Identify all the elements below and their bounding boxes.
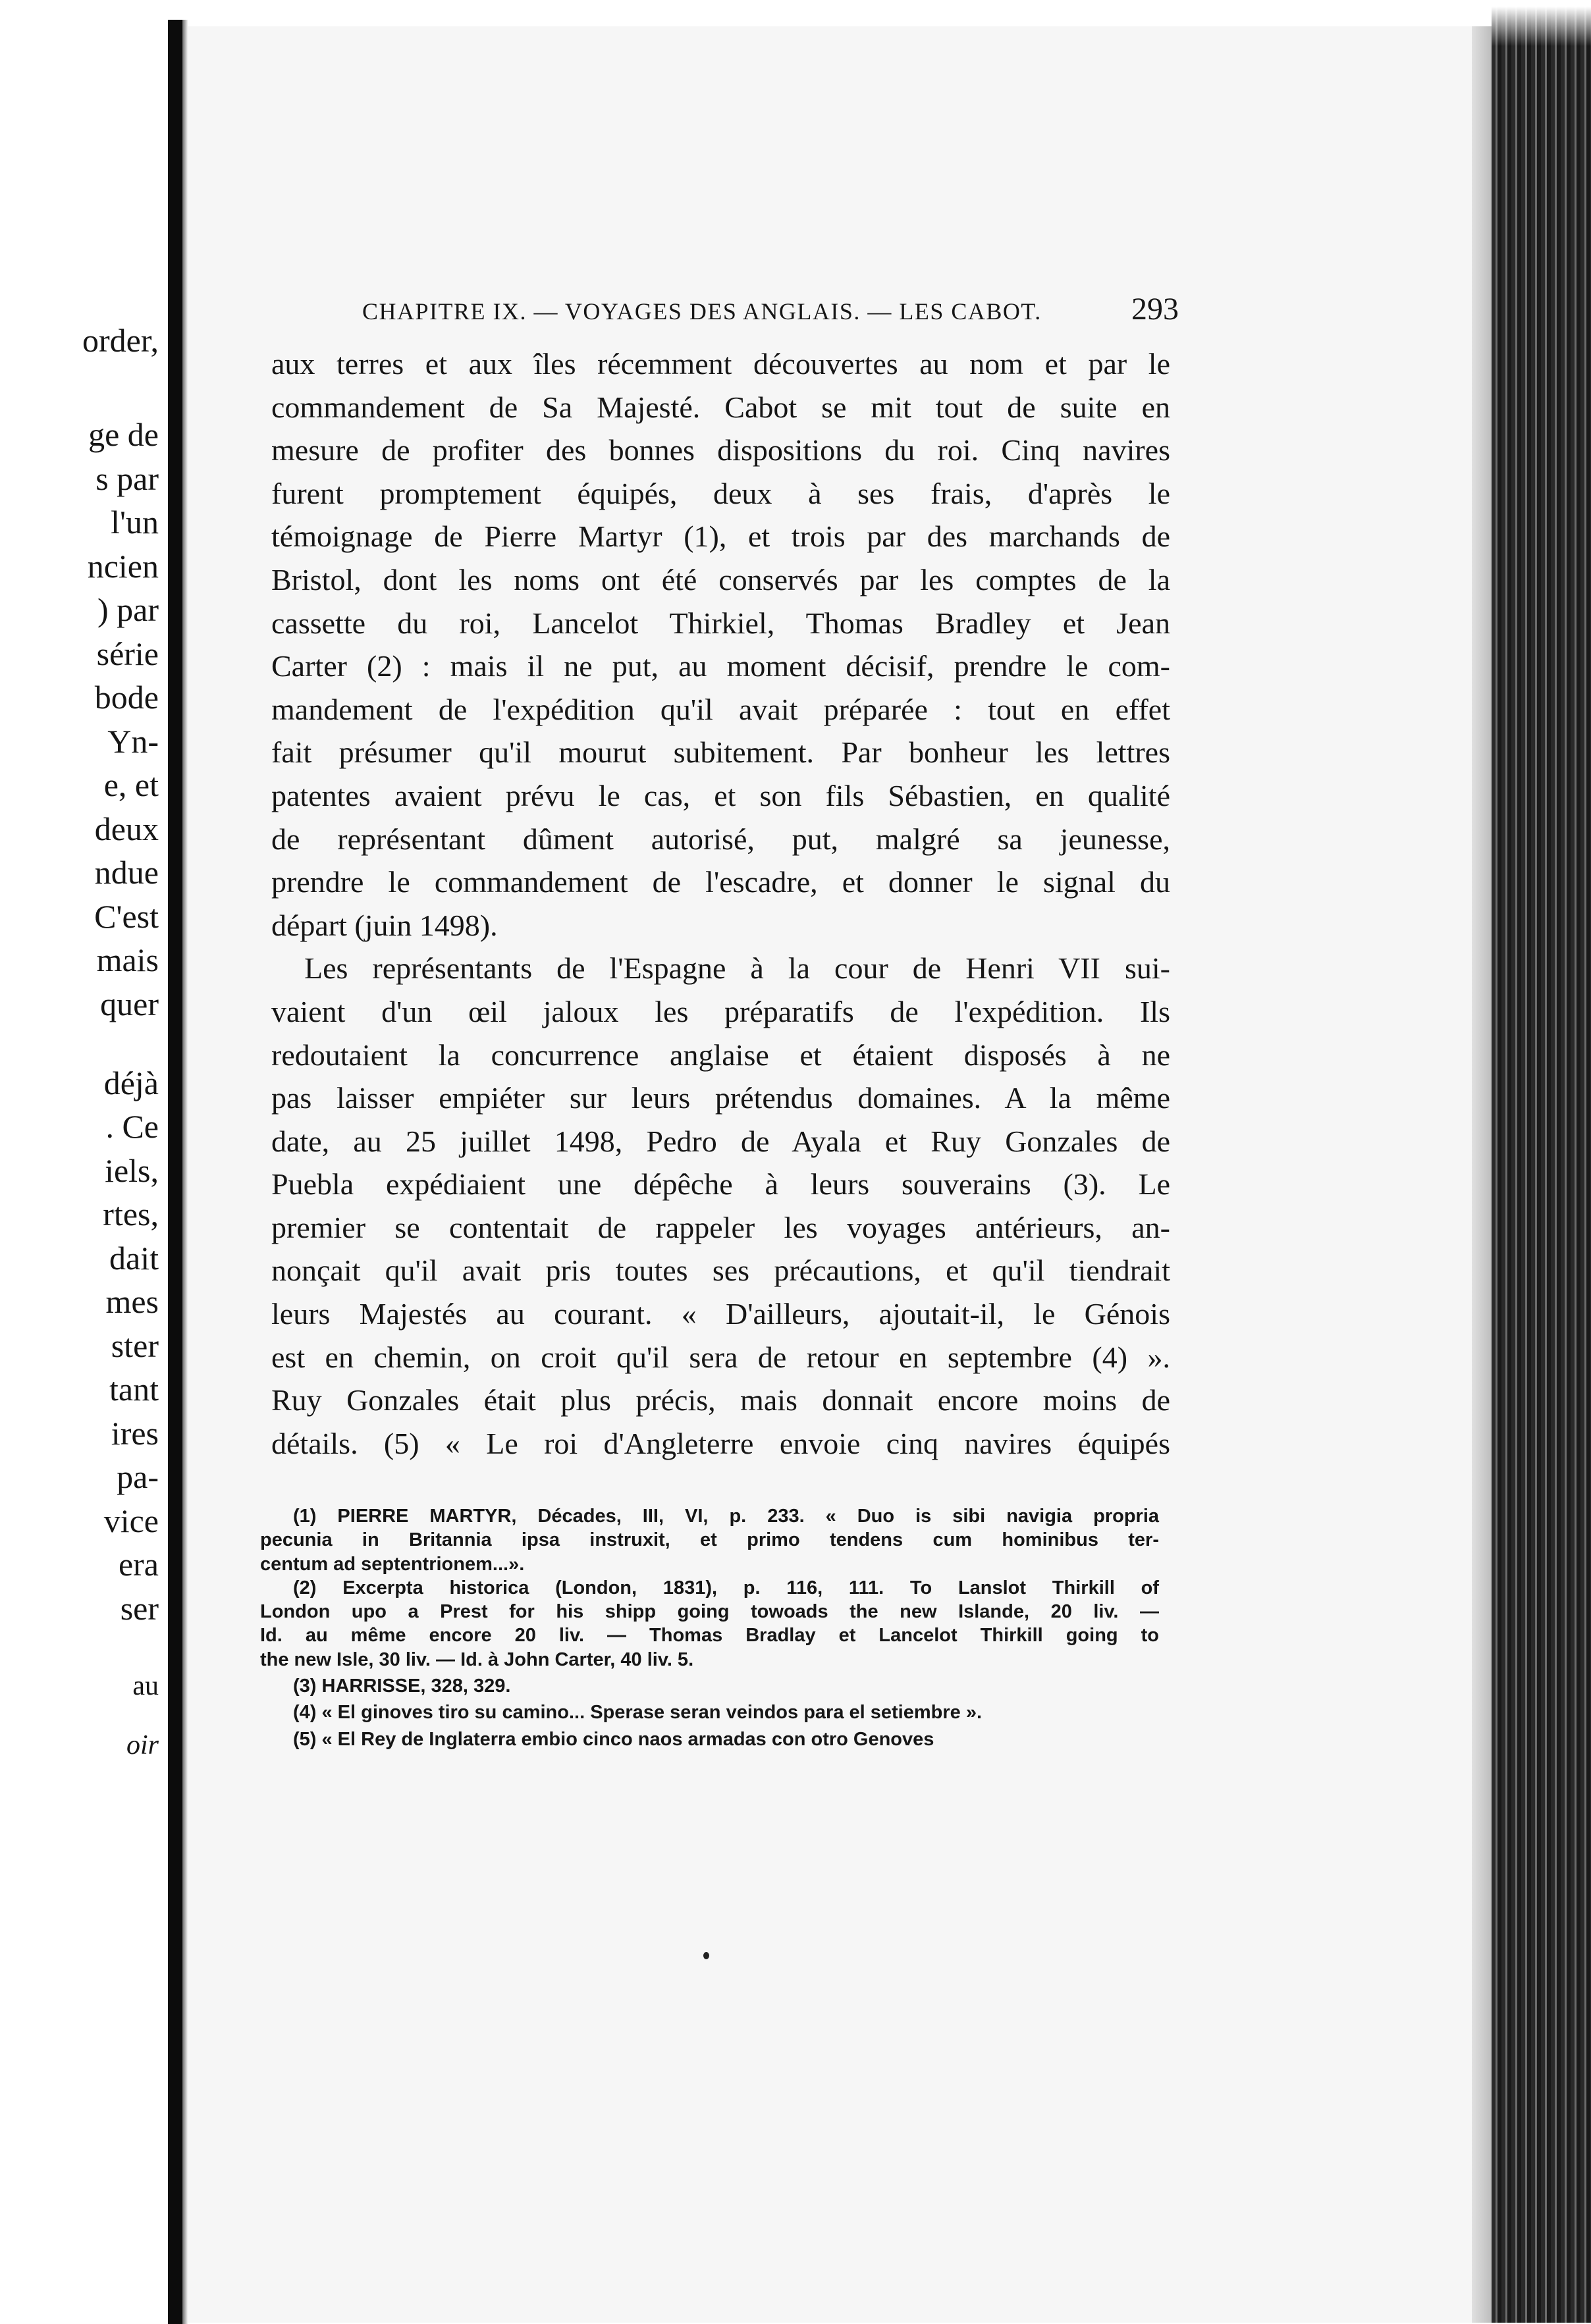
page-edge-shadow <box>1472 26 1492 2323</box>
footnote-line: the new Isle, 30 liv. — Id. à John Carter, 40 liv. 5. <box>260 1649 694 1670</box>
body-line: témoignage de Pierre Martyr (1), et trois par des marchands de <box>271 519 1170 554</box>
footnote-line: (4) « El ginoves tiro su camino... Sperase seran veindos para el setiembre ». <box>293 1702 983 1724</box>
left-fragment: . Ce <box>105 1108 159 1145</box>
left-fragment: ge de <box>88 416 159 453</box>
footnote-line: (3) HARRISSE, 328, 329. <box>293 1676 511 1697</box>
body-line: Bristol, dont les noms ont été conservés par les comptes de la <box>271 562 1170 596</box>
left-fragment: série <box>96 635 159 672</box>
running-head-title: CHAPITRE IX. — VOYAGES DES ANGLAIS. — LES CABOT. <box>362 298 1042 325</box>
body-line: mandement de l'expédition qu'il avait préparée : tout en effet <box>271 692 1170 726</box>
body-line: Puebla expédiaient une dépêche à leurs souverains (3). Le <box>271 1167 1170 1202</box>
left-fragment: ncien <box>87 548 159 585</box>
left-fragment: au <box>132 1671 159 1701</box>
body-line: fait présumer qu'il mourut subitement. Par bonheur les lettres <box>271 735 1170 770</box>
left-fragment: C'est <box>94 898 159 935</box>
body-line: nonçait qu'il avait pris toutes ses précautions, et qu'il tiendrait <box>271 1254 1170 1288</box>
left-fragment: mais <box>96 941 159 978</box>
left-fragment: pa- <box>117 1458 159 1495</box>
body-line: vaient d'un œil jaloux les préparatifs de l'expédition. Ils <box>271 994 1170 1028</box>
left-fragment: tant <box>109 1371 159 1408</box>
left-fragment: bode <box>94 679 159 716</box>
body-line: leurs Majestés au courant. « D'ailleurs, ajoutait-il, le Génois <box>271 1297 1170 1331</box>
running-head <box>362 291 1179 330</box>
left-fragment: oir <box>126 1730 159 1760</box>
body-line: est en chemin, on croit qu'il sera de retour en septembre (4) ». <box>271 1340 1170 1374</box>
footnote-line: (2) Excerpta historica (London, 1831), p. 116, 111. To Lanslot Thirkill of <box>293 1577 1159 1598</box>
body-line: de représentant dûment autorisé, put, malgré sa jeunesse, <box>271 822 1170 856</box>
body-line: aux terres et aux îles récemment découvertes au nom et par le <box>271 347 1170 381</box>
left-fragment: Yn- <box>107 723 159 760</box>
left-fragment: e, et <box>103 766 159 803</box>
page-stack-top-highlight <box>1492 7 1591 46</box>
left-fragment: l'un <box>111 504 159 541</box>
footnote-line: centum ad septentrionem...». <box>260 1553 525 1575</box>
body-line: prendre le commandement de l'escadre, et donner le signal du <box>271 865 1170 899</box>
body-line: premier se contentait de rappeler les voyages antérieurs, an- <box>271 1210 1170 1244</box>
body-line: date, au 25 juillet 1498, Pedro de Ayala et Ruy Gonzales de <box>271 1124 1170 1158</box>
book-gutter-shadow <box>168 20 182 2324</box>
left-fragment: s par <box>95 460 159 497</box>
left-fragment: quer <box>100 986 159 1022</box>
left-fragment: order, <box>82 322 159 359</box>
body-line: détails. (5) « Le roi d'Angleterre envoie cinq navires équipés <box>271 1426 1170 1460</box>
page-number: 293 <box>1131 292 1179 327</box>
left-fragment: iels, <box>105 1152 159 1189</box>
left-facing-page-fragment <box>0 0 168 2323</box>
footnote-line: London upo a Prest for his shipp going towoads the new Islande, 20 liv. — <box>260 1601 1159 1623</box>
left-fragment: ires <box>111 1415 159 1452</box>
left-fragment: deux <box>94 810 159 847</box>
left-fragment: ndue <box>94 854 159 891</box>
body-line: Les représentants de l'Espagne à la cour de Henri VII sui- <box>304 951 1170 986</box>
left-fragment: mes <box>105 1283 159 1320</box>
body-line: cassette du roi, Lancelot Thirkiel, Thomas Bradley et Jean <box>271 606 1170 640</box>
body-line: redoutaient la concurrence anglaise et étaient disposés à ne <box>271 1038 1170 1072</box>
left-fragment: vice <box>103 1502 159 1539</box>
footnote-line: Id. au même encore 20 liv. — Thomas Bradlay et Lancelot Thirkill going to <box>260 1625 1159 1647</box>
body-line: pas laisser empiéter sur leurs prétendus domaines. A la même <box>271 1081 1170 1115</box>
left-fragment: rtes, <box>103 1196 159 1232</box>
footnotes <box>260 1504 1159 1751</box>
body-line: Carter (2) : mais il ne put, au moment décisif, prendre le com- <box>271 649 1170 683</box>
body-line: furent promptement équipés, deux à ses frais, d'après le <box>271 476 1170 510</box>
left-fragment: ) par <box>97 591 159 628</box>
footnote-line: pecunia in Britannia ipsa instruxit, et primo tendens cum hominibus ter- <box>260 1529 1159 1551</box>
body-line: départ (juin 1498). <box>271 908 498 942</box>
footnote-line: (5) « El Rey de Inglaterra embio cinco naos armadas con otro Genoves <box>293 1728 934 1750</box>
body-line: Ruy Gonzales était plus précis, mais donnait encore moins de <box>271 1383 1170 1417</box>
footnote-line: (1) PIERRE MARTYR, Décades, III, VI, p. 233. « Duo is sibi navigia propria <box>293 1506 1159 1527</box>
left-fragment: déjà <box>103 1065 159 1101</box>
book-gutter-fade <box>182 20 188 2324</box>
body-line: mesure de profiter des bonnes dispositions du roi. Cinq navires <box>271 433 1170 467</box>
ink-speck <box>703 1952 709 1959</box>
left-fragment: dait <box>109 1240 159 1277</box>
left-fragment: ster <box>111 1327 159 1364</box>
left-fragment: ser <box>120 1590 159 1627</box>
body-line: commandement de Sa Majesté. Cabot se mit tout de suite en <box>271 390 1170 424</box>
body-line: patentes avaient prévu le cas, et son fils Sébastien, en qualité <box>271 778 1170 812</box>
left-fragment: era <box>118 1546 159 1583</box>
page-stack-edges <box>1492 7 1591 2323</box>
body-text <box>271 342 1170 1465</box>
